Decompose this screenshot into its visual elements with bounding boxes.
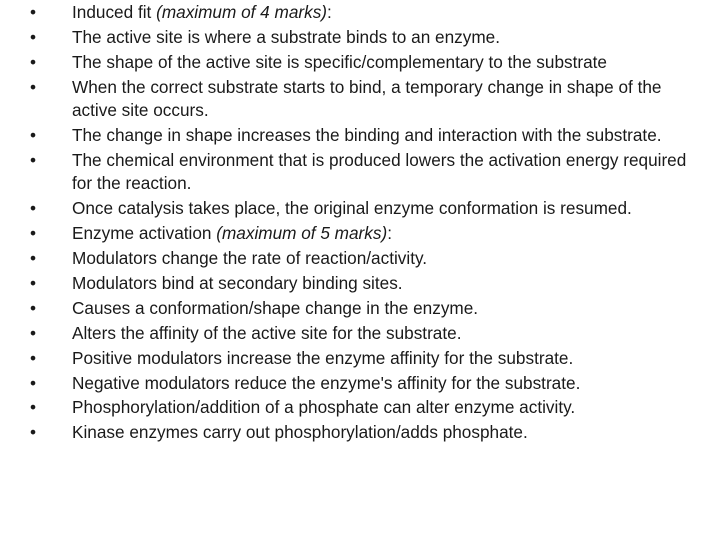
list-item xyxy=(10,1,710,25)
bullet-dot-icon: • xyxy=(29,322,37,343)
bullet-dot-icon: • xyxy=(29,2,37,22)
bullet-dot-icon: • xyxy=(29,125,37,146)
bullet-dot-icon: • xyxy=(29,372,37,393)
list-item xyxy=(10,149,710,196)
list-item-text: Modulators change the rate of reaction/activity. xyxy=(72,248,428,269)
bullet-dot-icon: • xyxy=(29,51,37,72)
list-item xyxy=(10,396,710,420)
list-item-text: The shape of the active site is specific/complementary to the substrate xyxy=(72,51,607,72)
list-item-text: Enzyme activation (maximum of 5 marks): xyxy=(72,223,392,244)
list-item-text: Once catalysis takes place, the original enzyme conformation is resumed. xyxy=(72,198,632,219)
list-item xyxy=(10,76,710,123)
bullet-dot-icon: • xyxy=(29,397,37,418)
list-item-text: Negative modulators reduce the enzyme's affinity for the substrate. xyxy=(72,372,581,393)
list-item xyxy=(10,222,710,246)
list-item-text: The active site is where a substrate binds to an enzyme. xyxy=(72,26,500,47)
list-item xyxy=(10,26,710,50)
bullet-dot-icon: • xyxy=(29,297,37,318)
list-item-text: Induced fit (maximum of 4 marks): xyxy=(72,2,332,22)
bullet-list xyxy=(10,1,710,446)
list-item-text: Alters the affinity of the active site for the substrate. xyxy=(72,322,462,343)
bullet-dot-icon: • xyxy=(29,347,37,368)
list-item-text: When the correct substrate starts to bind, a temporary change in shape of the active site occurs. xyxy=(72,76,662,121)
list-item xyxy=(10,347,710,371)
list-item xyxy=(10,124,710,148)
list-item-text: Modulators bind at secondary binding sites. xyxy=(72,273,403,294)
list-item xyxy=(10,297,710,321)
list-item xyxy=(10,322,710,346)
list-item xyxy=(10,51,710,75)
list-item-text: Phosphorylation/addition of a phosphate can alter enzyme activity. xyxy=(72,397,576,418)
list-item xyxy=(10,421,710,445)
list-item-text: Kinase enzymes carry out phosphorylation/adds phosphate. xyxy=(72,422,528,443)
list-item xyxy=(10,247,710,271)
list-item xyxy=(10,272,710,296)
bullet-dot-icon: • xyxy=(29,149,37,170)
list-item-text: The chemical environment that is produced lowers the activation energy required for the reaction. xyxy=(72,149,687,194)
bullet-dot-icon: • xyxy=(29,198,37,219)
bullet-dot-icon: • xyxy=(29,26,37,47)
list-item xyxy=(10,372,710,396)
list-item-text: The change in shape increases the binding and interaction with the substrate. xyxy=(72,125,662,146)
bullet-dot-icon: • xyxy=(29,76,37,97)
list-item xyxy=(10,197,710,221)
bullet-dot-icon: • xyxy=(29,248,37,269)
bullet-dot-icon: • xyxy=(29,223,37,244)
bullet-dot-icon: • xyxy=(29,273,37,294)
bullet-dot-icon: • xyxy=(29,422,37,443)
list-item-text: Positive modulators increase the enzyme affinity for the substrate. xyxy=(72,347,574,368)
list-item-text: Causes a conformation/shape change in the enzyme. xyxy=(72,297,479,318)
